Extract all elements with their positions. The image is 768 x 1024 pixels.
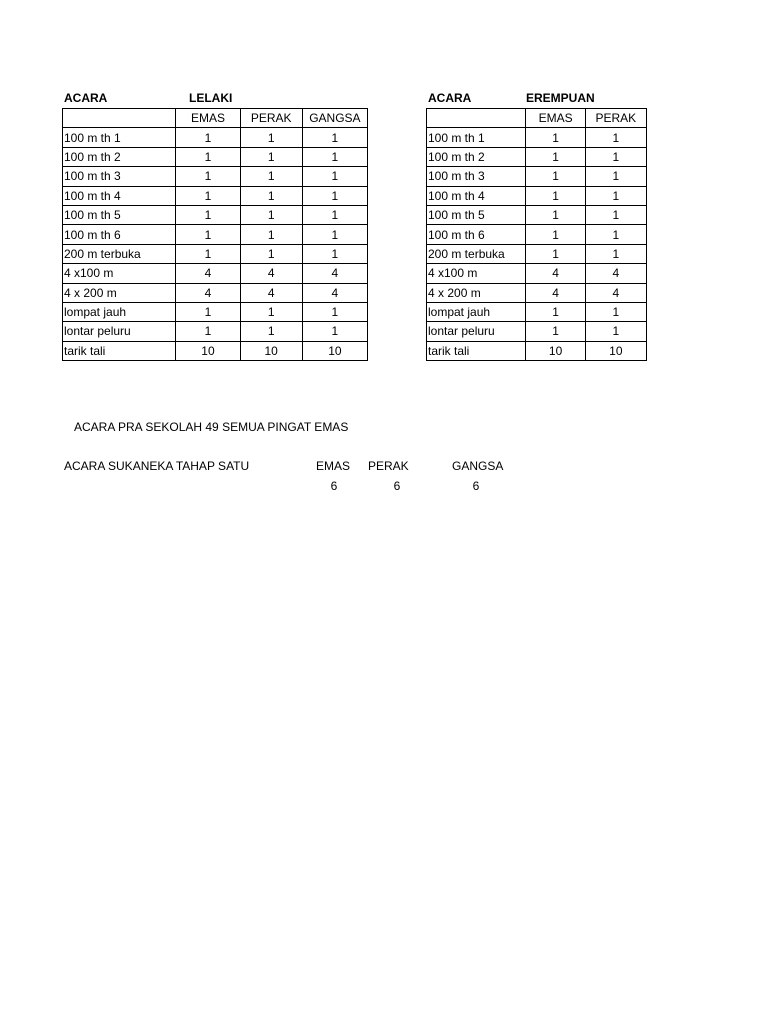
- medal-count-cell-emas: 4: [526, 283, 585, 302]
- sukaneka-label: ACARA SUKANEKA TAHAP SATU: [64, 459, 250, 473]
- medal-count-cell-emas: 4: [176, 264, 240, 283]
- medal-count-cell-emas: 1: [526, 302, 585, 321]
- event-name-cell: 100 m th 1: [427, 128, 526, 147]
- event-name-cell: 200 m terbuka: [63, 244, 176, 263]
- medal-count-cell-emas: 1: [526, 186, 585, 205]
- table-row: [427, 322, 647, 341]
- medal-count-cell-perak: 1: [585, 167, 646, 186]
- medal-count-cell-perak: 1: [585, 225, 646, 244]
- event-name-cell: 4 x100 m: [427, 264, 526, 283]
- medal-count-cell-emas: 1: [526, 205, 585, 224]
- medal-count-cell-gangsa: 1: [302, 225, 367, 244]
- medal-count-cell-perak: 1: [585, 147, 646, 166]
- medal-count-cell-perak: 4: [240, 283, 302, 302]
- medal-count-cell-perak: 1: [585, 128, 646, 147]
- medal-count-cell-gangsa: 1: [302, 186, 367, 205]
- table-row: [427, 128, 647, 147]
- medal-count-cell-emas: 4: [526, 264, 585, 283]
- medal-count-cell-gangsa: 1: [302, 147, 367, 166]
- medal-count-cell-perak: 10: [240, 341, 302, 360]
- table-row: [63, 128, 368, 147]
- table-row: [63, 264, 368, 283]
- sukaneka-col-perak: PERAK: [368, 459, 409, 473]
- medal-count-cell-gangsa: 1: [302, 302, 367, 321]
- medal-count-cell-emas: 1: [176, 186, 240, 205]
- table-row: [63, 186, 368, 205]
- event-name-cell: 4 x 200 m: [63, 283, 176, 302]
- medal-count-cell-emas: 1: [176, 244, 240, 263]
- table-row: [63, 283, 368, 302]
- sukaneka-col-emas: EMAS: [316, 459, 351, 473]
- event-name-cell: 100 m th 5: [427, 205, 526, 224]
- medal-count-cell-emas: 4: [176, 283, 240, 302]
- table-row: [63, 167, 368, 186]
- male-table-header-row: [63, 109, 368, 128]
- medal-count-cell-perak: 1: [585, 302, 646, 321]
- event-name-cell: 200 m terbuka: [427, 244, 526, 263]
- medal-count-cell-perak: 1: [240, 167, 302, 186]
- male-acara-header: ACARA: [64, 91, 108, 105]
- male-column-header-gangsa: GANGSA: [302, 109, 367, 128]
- event-name-cell: lontar peluru: [427, 322, 526, 341]
- table-row: [427, 283, 647, 302]
- medal-count-cell-emas: 1: [176, 167, 240, 186]
- medal-count-cell-emas: 10: [176, 341, 240, 360]
- medal-count-cell-emas: 10: [526, 341, 585, 360]
- medal-count-cell-emas: 1: [176, 225, 240, 244]
- table-row: [427, 186, 647, 205]
- event-name-cell: tarik tali: [427, 341, 526, 360]
- medal-count-cell-perak: 1: [240, 302, 302, 321]
- event-name-cell: lompat jauh: [63, 302, 176, 321]
- medal-count-cell-perak: 1: [240, 186, 302, 205]
- event-name-cell: lompat jauh: [427, 302, 526, 321]
- table-row: [63, 147, 368, 166]
- female-table-body: [427, 109, 647, 361]
- table-row: [63, 302, 368, 321]
- medal-count-cell-perak: 10: [585, 341, 646, 360]
- male-column-header-perak: PERAK: [240, 109, 302, 128]
- male-gender-header: LELAKI: [189, 91, 233, 105]
- table-row: [427, 205, 647, 224]
- event-name-cell: 100 m th 5: [63, 205, 176, 224]
- female-medal-table: [426, 108, 647, 361]
- medal-count-cell-emas: 1: [176, 147, 240, 166]
- medal-count-cell-perak: 1: [240, 147, 302, 166]
- medal-count-cell-gangsa: 1: [302, 322, 367, 341]
- event-name-cell: 100 m th 6: [63, 225, 176, 244]
- medal-count-cell-gangsa: 10: [302, 341, 367, 360]
- event-name-cell: 100 m th 4: [63, 186, 176, 205]
- table-row: [63, 205, 368, 224]
- medal-count-cell-gangsa: 1: [302, 244, 367, 263]
- table-row: [427, 302, 647, 321]
- event-name-cell: 4 x100 m: [63, 264, 176, 283]
- table-row: [63, 244, 368, 263]
- table-row: [63, 341, 368, 360]
- medal-count-cell-perak: 4: [585, 283, 646, 302]
- pre-school-note: ACARA PRA SEKOLAH 49 SEMUA PINGAT EMAS: [74, 420, 349, 434]
- table-row: [63, 322, 368, 341]
- event-name-cell: 100 m th 1: [63, 128, 176, 147]
- male-column-header-emas: EMAS: [176, 109, 240, 128]
- female-column-header-emas: EMAS: [526, 109, 585, 128]
- medal-count-cell-perak: 4: [240, 264, 302, 283]
- female-column-header-perak: PERAK: [585, 109, 646, 128]
- medal-count-cell-emas: 1: [176, 128, 240, 147]
- male-header-blank-cell: [63, 109, 176, 128]
- medal-count-cell-emas: 1: [526, 225, 585, 244]
- medal-count-cell-emas: 1: [526, 322, 585, 341]
- table-row: [427, 147, 647, 166]
- event-name-cell: 100 m th 6: [427, 225, 526, 244]
- medal-count-cell-perak: 1: [585, 322, 646, 341]
- medal-count-cell-perak: 4: [585, 264, 646, 283]
- sukaneka-col-gangsa: GANGSA: [452, 459, 504, 473]
- female-header-blank-cell: [427, 109, 526, 128]
- medal-count-cell-gangsa: 1: [302, 128, 367, 147]
- event-name-cell: lontar peluru: [63, 322, 176, 341]
- table-row: [427, 167, 647, 186]
- medal-count-cell-emas: 1: [526, 244, 585, 263]
- medal-count-cell-perak: 1: [240, 128, 302, 147]
- table-row: [63, 225, 368, 244]
- male-medal-table: [62, 108, 368, 361]
- event-name-cell: 100 m th 4: [427, 186, 526, 205]
- sukaneka-value-emas: 6: [330, 479, 338, 493]
- medal-count-cell-perak: 1: [240, 225, 302, 244]
- event-name-cell: tarik tali: [63, 341, 176, 360]
- medal-count-cell-gangsa: 1: [302, 205, 367, 224]
- medal-count-cell-perak: 1: [585, 244, 646, 263]
- event-name-cell: 100 m th 2: [427, 147, 526, 166]
- medal-count-cell-perak: 1: [240, 205, 302, 224]
- medal-count-cell-gangsa: 4: [302, 283, 367, 302]
- medal-count-cell-emas: 1: [526, 147, 585, 166]
- medal-count-cell-emas: 1: [526, 167, 585, 186]
- event-name-cell: 100 m th 3: [427, 167, 526, 186]
- table-row: [427, 264, 647, 283]
- medal-count-cell-perak: 1: [240, 322, 302, 341]
- table-row: [427, 341, 647, 360]
- medal-count-cell-emas: 1: [526, 128, 585, 147]
- medal-count-cell-perak: 1: [585, 186, 646, 205]
- medal-count-cell-gangsa: 4: [302, 264, 367, 283]
- female-acara-header: ACARA: [428, 91, 472, 105]
- table-row: [427, 244, 647, 263]
- medal-count-cell-gangsa: 1: [302, 167, 367, 186]
- event-name-cell: 100 m th 2: [63, 147, 176, 166]
- sukaneka-value-perak: 6: [393, 479, 401, 493]
- female-gender-header: EREMPUAN: [526, 91, 595, 105]
- medal-count-cell-perak: 1: [240, 244, 302, 263]
- medal-count-cell-emas: 1: [176, 205, 240, 224]
- medal-count-cell-emas: 1: [176, 302, 240, 321]
- male-table-body: [63, 109, 368, 361]
- medal-count-cell-emas: 1: [176, 322, 240, 341]
- table-row: [427, 225, 647, 244]
- medal-count-cell-perak: 1: [585, 205, 646, 224]
- event-name-cell: 100 m th 3: [63, 167, 176, 186]
- event-name-cell: 4 x 200 m: [427, 283, 526, 302]
- sukaneka-value-gangsa: 6: [472, 479, 480, 493]
- female-table-header-row: [427, 109, 647, 128]
